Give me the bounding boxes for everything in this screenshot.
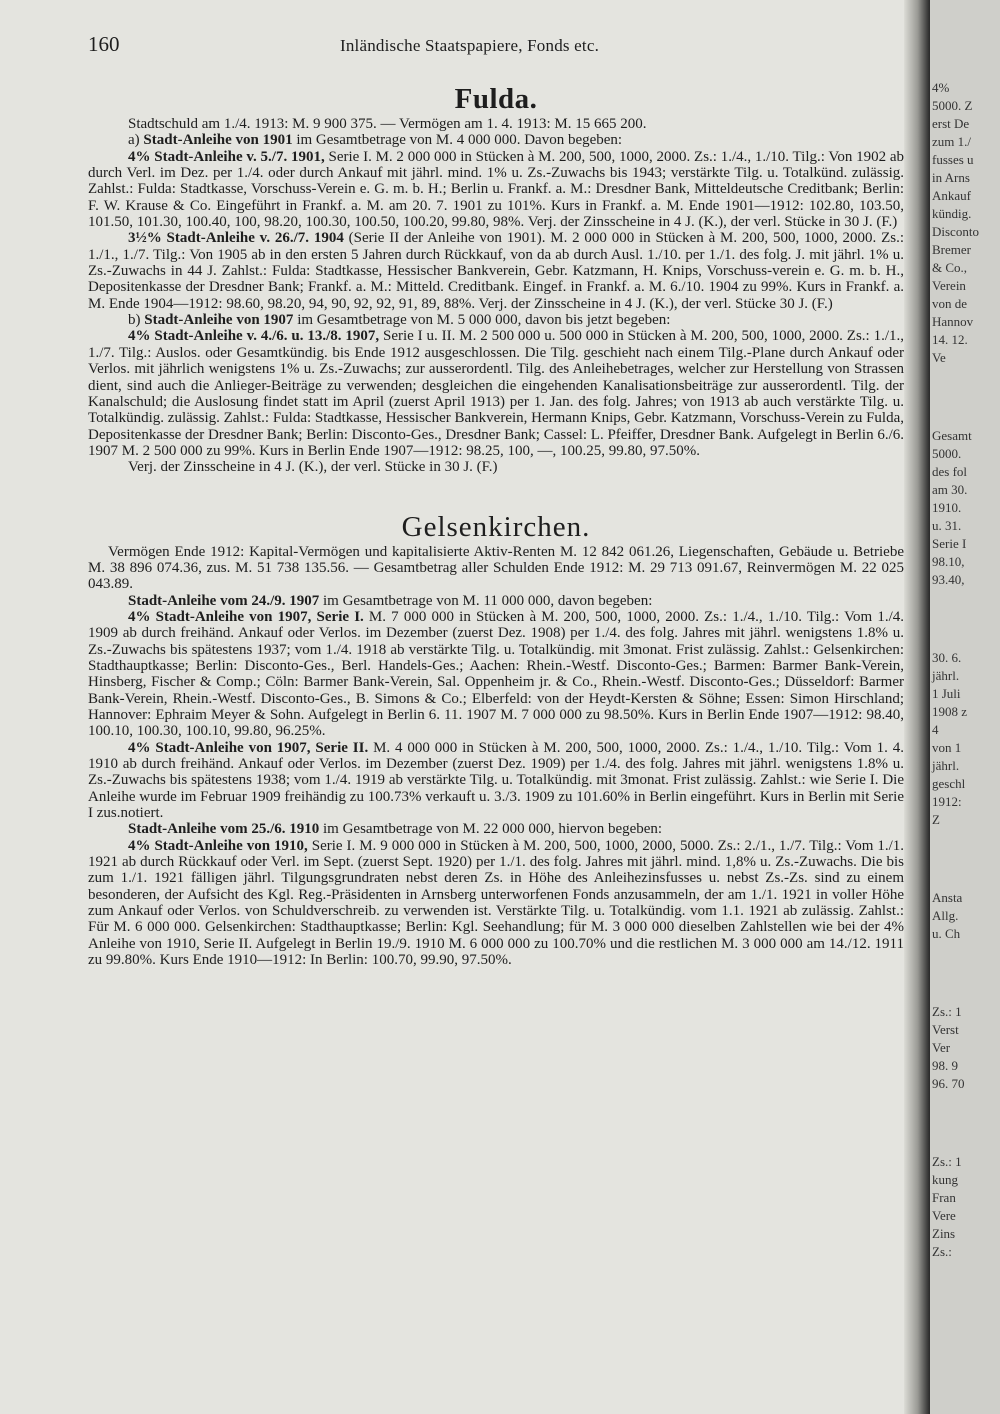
loan-title: 4% Stadt-Anleihe von 1907, Serie I.: [128, 608, 364, 625]
facing-page-fragment: jährl.: [932, 668, 960, 683]
gelsenkirchen-section-1910: [88, 821, 904, 837]
fulda-loan-1901: [88, 149, 904, 231]
facing-page-fragment: am 30.: [932, 482, 968, 497]
gelsenkirchen-loan-1907-serie-1: [88, 609, 904, 740]
section-a-prefix: a): [128, 132, 144, 149]
gelsenkirchen-section-1907: [88, 593, 904, 609]
facing-page-fragment: 1912:: [932, 794, 962, 809]
facing-page-fragment: & Co.,: [932, 260, 968, 275]
section-a-text: im Gesamtbetrage von M. 4 000 000. Davon begeben:: [292, 132, 623, 149]
section-text: im Gesamtbetrage von M. 11 000 000, davon begeben:: [319, 592, 653, 609]
facing-page-fragment: Ankauf: [932, 188, 971, 203]
facing-page-fragment: 96. 70: [932, 1076, 965, 1091]
facing-page-fragment: erst De: [932, 116, 970, 131]
facing-page-fragment: Ve: [932, 350, 946, 365]
facing-page-fragment: 98. 9: [932, 1058, 958, 1073]
facing-page-fragment: Verst: [932, 1022, 959, 1037]
section-a-title: Stadt-Anleihe von 1901: [143, 132, 293, 149]
fulda-section-a: [88, 132, 904, 148]
loan-text: Serie I. M. 2 000 000 in Stücken à M. 200, 500, 1000, 2000. Zs.: 1./4., 1./10. Tilg.: Von 1902 ab durch Verl. im Dez. per 1./4. oder durch Ankauf mit jährl. mind. 1% u. Zs.-Zuwachs bis 1943; verstärkte Tilg. u. Totalkünd. zulässig. Zahlst.: Fulda: Stadtkasse, Vorschuss-Verein e. G. m. b. H.; Berlin u. Frankf. a. M.: Dresdner Bank, Mitteldeutsche Creditbank; Berlin: F. W. Krause & Co. Eingeführt in Frankf. a. M. am 20. 7. 1901 zu 101%. Kurs in Frankf. a. M. Ende 1901—1912: 102.80, 103.50, 101.50, 101.30, 100.40, 100, 98.20, 100.30, 100.50, 100.20, 99.80, 98%. Verj. der Zinsscheine in 4 J. (K.), der verl. Stücke in 30 J. (F.): [88, 148, 905, 231]
facing-page-fragment: 1 Juli: [932, 686, 961, 701]
running-head: [88, 32, 886, 58]
facing-page-strip: [930, 0, 1000, 1414]
facing-page-fragment: 5000.: [932, 446, 962, 461]
facing-page-fragment: u. Ch: [932, 926, 961, 941]
gelsenkirchen-loan-1910: [88, 838, 904, 969]
city-heading-fulda: Fulda.: [454, 83, 538, 115]
facing-page-fragment: Serie I: [932, 536, 967, 551]
fulda-section-b: [88, 312, 904, 328]
loan-title: 4% Stadt-Anleihe v. 5./7. 1901,: [128, 148, 325, 165]
loan-title: 3½% Stadt-Anleihe v. 26./7. 1904: [128, 230, 344, 247]
facing-page-fragment: Zs.: 1: [932, 1004, 962, 1019]
facing-page-fragment: 1910.: [932, 500, 962, 515]
facing-page-fragment: von 1: [932, 740, 962, 755]
fulda-loan-1904: [88, 230, 904, 312]
fulda-verjaehrung: Verj. der Zinsscheine in 4 J. (K.), der verl. Stücke in 30 J. (F.): [128, 459, 498, 476]
running-title: Inländische Staatspapiere, Fonds etc.: [340, 36, 600, 55]
facing-page-fragment: Ver: [932, 1040, 951, 1055]
section-b-title: Stadt-Anleihe von 1907: [144, 312, 294, 329]
loan-title: 4% Stadt-Anleihe von 1907, Serie II.: [128, 739, 369, 756]
section-b-prefix: b): [128, 312, 145, 329]
text-column: [88, 84, 904, 969]
facing-page-fragment: kündig.: [932, 206, 972, 221]
gelsenkirchen-summary: Vermögen Ende 1912: Kapital-Vermögen und kapitalisierte Aktiv-Renten M. 12 842 061.26, Liegenschaften, Gebäude u. Betriebe M. 38 896 074.36, zus. M. 51 738 135.56. — Gesamtbetrag aller Schulden Ende 1912: M. 29 713 091.67, Reinvermögen M. 22 025 043.89.: [88, 543, 904, 593]
fulda-summary: Stadtschuld am 1./4. 1913: M. 9 900 375. — Vermögen am 1. 4. 1913: M. 15 665 200.: [128, 116, 647, 132]
loan-title: 4% Stadt-Anleihe v. 4./6. u. 13./8. 1907,: [128, 328, 380, 345]
facing-page-fragment: Hannov: [932, 314, 974, 329]
loan-text: M. 4 000 000 in Stücken à M. 200, 500, 1000, 2000. Zs.: 1./4., 1./10. Tilg.: Vom 1. 4. 1910 ab durch freihänd. Ankauf oder Verlos. im Dezember (zuerst Dez. 1909) per 1./4. des folg. Jahres mit jährl. wenigstens 1.8% u. Zs.-Zuwachs bis spätestens 1938; vom 1./4. 1919 ab verstärkte Tilg. u. Totalkündig. mit 3monat. Frist zulässig. Zahlst.: wie Serie I. Die Anleihe wurde im Februar 1909 freihändig zu 100.73% verkauft u. 3./3. 1909 zu 101.60% in Berlin eingeführt. Kurs in Berlin mit Serie I zus.notiert.: [88, 739, 904, 822]
facing-page-fragment: kung: [932, 1172, 958, 1187]
facing-page-fragment: 14. 12.: [932, 332, 968, 347]
loan-text: Serie I. M. 9 000 000 in Stücken à M. 200, 500, 1000, 2000, 5000. Zs.: 2./1., 1./7. Tilg.: Vom 1./1. 1921 ab durch Rückkauf oder Verl. im Sept. (zuerst Sept. 1920) per 1./1. des folg. Jahres mit jährl. mind. 1,8% u. Zs.-Zuwachs. Die bis zum 1./1. 1921 fälligen jährl. Tilgungsgrundraten nebst deren Zs. in Höhe des Anleihezinsfusses u. nebst Zs.-Zs. sind zu einem besonderen, der Aufsicht des Kgl. Reg.-Präsidenten in Arnsberg unterworfenen Fonds anzusammeln, der am 1./1. 1921 in voller Höhe zum Ankauf oder Verlos. von Schuldverschreib. zu verwenden ist. Verstärkte Tilg. u. Totalkündig. vom 1.1. 1921 ab zulässig. Zahlst.: Für M. 6 000 000. Gelsenkirchen: Stadthauptkasse; Berlin: Kgl. Seehandlung; für M. 3 000 000 dieselben Zahlstellen wie bei der 4% Anleihe von 1910, Serie II. Aufgelegt in Berlin 19./9. 1910 M. 6 000 000 zu 100.70% und die restlichen M. 3 000 000 am 14./12. 1911 zu 99.80%. Kurs Ende 1910—1912: In Berlin: 100.70, 99.90, 97.50%.: [88, 837, 904, 969]
facing-page-fragment: 30. 6.: [932, 650, 962, 665]
facing-page-fragment: Allg.: [932, 908, 959, 923]
section-title: Stadt-Anleihe vom 24./9. 1907: [128, 592, 320, 609]
loan-text: Serie I u. II. M. 2 500 000 u. 500 000 in Stücken à M. 200, 500, 1000, 2000. Zs.: 1./1., 1./7. Tilg.: Auslos. oder Gesamtkündig. bis Ende 1912 ausgeschlossen. Die Tilg. geschieht nach einem Tilg.-Plane durch Ankauf oder Verlos. mit jährlich wenigstens 1% u. Zs.-Zuwachs; zur ausserordentl. Tilg. des Anleihebetrages, welcher zur Herstellung von Strassen dient, sind auch die Anlieger-Beiträge zu verwenden; desgleichen die eingehenden Kanalisationsbeiträge zur ausserordentl. Tilg. der Kanalschuld; die Auslosung findet statt im April (zuerst April 1913) per 1. Jan. des folg. Jahres; von 1913 ab auch verstärkte Tilg. u. Totalkündig. zulässig. Zahlst.: Fulda: Stadtkasse, Hessischer Bankverein, Hermann Knips, Gebr. Katzmann, Vorschuss-Verein zu Fulda, Depositenkasse der Dresdner Bank; Berlin: Disconto-Ges., Dresdner Bank; Cassel: L. Pfeiffer, Dresdner Bank. Aufgelegt in Berlin 6./6. 1907 M. 2 500 000 zu 99%. Kurs in Berlin Ende 1907—1912: 98.25, 100, —, 100.25, 99.80, 97.50%.: [88, 328, 905, 459]
loan-text: (Serie II der Anleihe von 1901). M. 2 000 000 in Stücken à M. 200, 500, 1000, 2000. Zs.: 1./1., 1./7. Tilg.: Von 1905 ab in den ersten 5 Jahren durch Rückkauf, von da ab durch Ausl. 1./10. per 1./1. des folg. J. mit jährl. 1% u. Zs.-Zuwachs in 44 J. Zahlst.: Fulda: Stadtkasse, Hessischer Bankverein, Gebr. Katzmann, H. Knips, Vorschuss-verein e. G. m. b. H., Depositenkasse der Dresdner Bank; Frankf. a. M.: Mitteld. Creditbank. Eingef. in Frankf. a. M. 6./10. 1904 zu 99%. Kurs in Frankf. a. M. Ende 1904—1912: 98.60, 98.20, 94, 90, 92, 92, 91, 89, 88%. Verj. der Zinsscheine in 4 J. (K.), der verl. Stücke 30 J. (F.): [88, 230, 904, 312]
facing-page-fragment: jährl.: [932, 758, 960, 773]
facing-page-fragment: Ansta: [932, 890, 963, 905]
section-text: im Gesamtbetrage von M. 22 000 000, hiervon begeben:: [319, 821, 663, 838]
loan-title: 4% Stadt-Anleihe von 1910,: [128, 837, 308, 854]
facing-page-fragment: zum 1./: [932, 134, 971, 149]
section-b-text: im Gesamtbetrage von M. 5 000 000, davon bis jetzt begeben:: [293, 312, 671, 329]
facing-page-fragment: Z: [932, 812, 940, 827]
facing-page-fragment: u. 31.: [932, 518, 962, 533]
facing-page-fragment: Disconto: [932, 224, 979, 239]
facing-page-fragment: 4: [932, 722, 939, 737]
loan-text: M. 7 000 000 in Stücken à M. 200, 500, 1000, 2000. Zs.: 1./4., 1./10. Tilg.: Vom 1./4. 1909 ab durch freihänd. Ankauf oder Verlos. im Dezember (zuerst Dez. 1908) per 1./4. des folg. Jahres mit jährl. wenigstens 1.8% u. Zs.-Zuwachs bis spätestens 1937; vom 1./4. 1918 ab verstärkte Tilg. u. Totalkündig. mit 3monat. Frist zulässig. Zahlst.: Gelsenkirchen: Stadthauptkasse; Berlin: Disconto-Ges., Berl. Handels-Ges.; Aachen: Rhein.-Westf. Disconto-Ges.; Barmen: Barmer Bank-Verein, Hinsberg, Fischer & Comp.; Cöln: Barmer Bank-Verein, Sal. Oppenheim jr. & Co., Rhein.-Westf. Disconto-Ges.; Düsseldorf: Barmer Bank-Verein, Rhein.-Westf. Disconto-Ges., B. Simons & Co.; Elberfeld: von der Heydt-Kersten & Söhne; Essen: Simon Hirschland; Hannover: Ephraim Meyer & Sohn. Aufgelegt in Berlin 6. 11. 1907 M. 7 000 000 zu 98.50%. Kurs in Berlin Ende 1907—1912: 98.40, 100.10, 100.30, 100.10, 99.80, 96.25%.: [88, 608, 904, 740]
facing-page-fragment: Zins: [932, 1226, 956, 1241]
facing-page-fragment: fusses u: [932, 152, 974, 167]
page-number: 160: [88, 32, 120, 56]
facing-page-fragment: in Arns: [932, 170, 970, 185]
facing-page-fragment: 5000. Z: [932, 98, 973, 113]
facing-page-fragment: Vere: [932, 1208, 956, 1223]
facing-page-fragment: 93.40,: [932, 572, 965, 587]
facing-page-fragment: von de: [932, 296, 968, 311]
facing-page-fragment: Fran: [932, 1190, 956, 1205]
facing-page-fragment: Bremer: [932, 242, 971, 257]
gelsenkirchen-loan-1907-serie-2: [88, 740, 904, 822]
facing-page-fragment: Zs.: 1: [932, 1154, 962, 1169]
facing-page-fragment: Zs.:: [932, 1244, 952, 1259]
facing-page-fragment: 4%: [932, 80, 950, 95]
facing-page-fragment: 1908 z: [932, 704, 968, 719]
facing-page-fragment: des fol: [932, 464, 968, 479]
facing-page-fragment: 98.10,: [932, 554, 965, 569]
facing-page-fragment: Verein: [932, 278, 966, 293]
facing-page-fragment: Gesamt: [932, 428, 972, 443]
fulda-loan-1907: [88, 328, 904, 459]
city-heading-gelsenkirchen: Gelsenkirchen.: [401, 510, 591, 543]
facing-page-fragment: geschl: [932, 776, 966, 791]
section-title: Stadt-Anleihe vom 25./6. 1910: [128, 821, 320, 838]
